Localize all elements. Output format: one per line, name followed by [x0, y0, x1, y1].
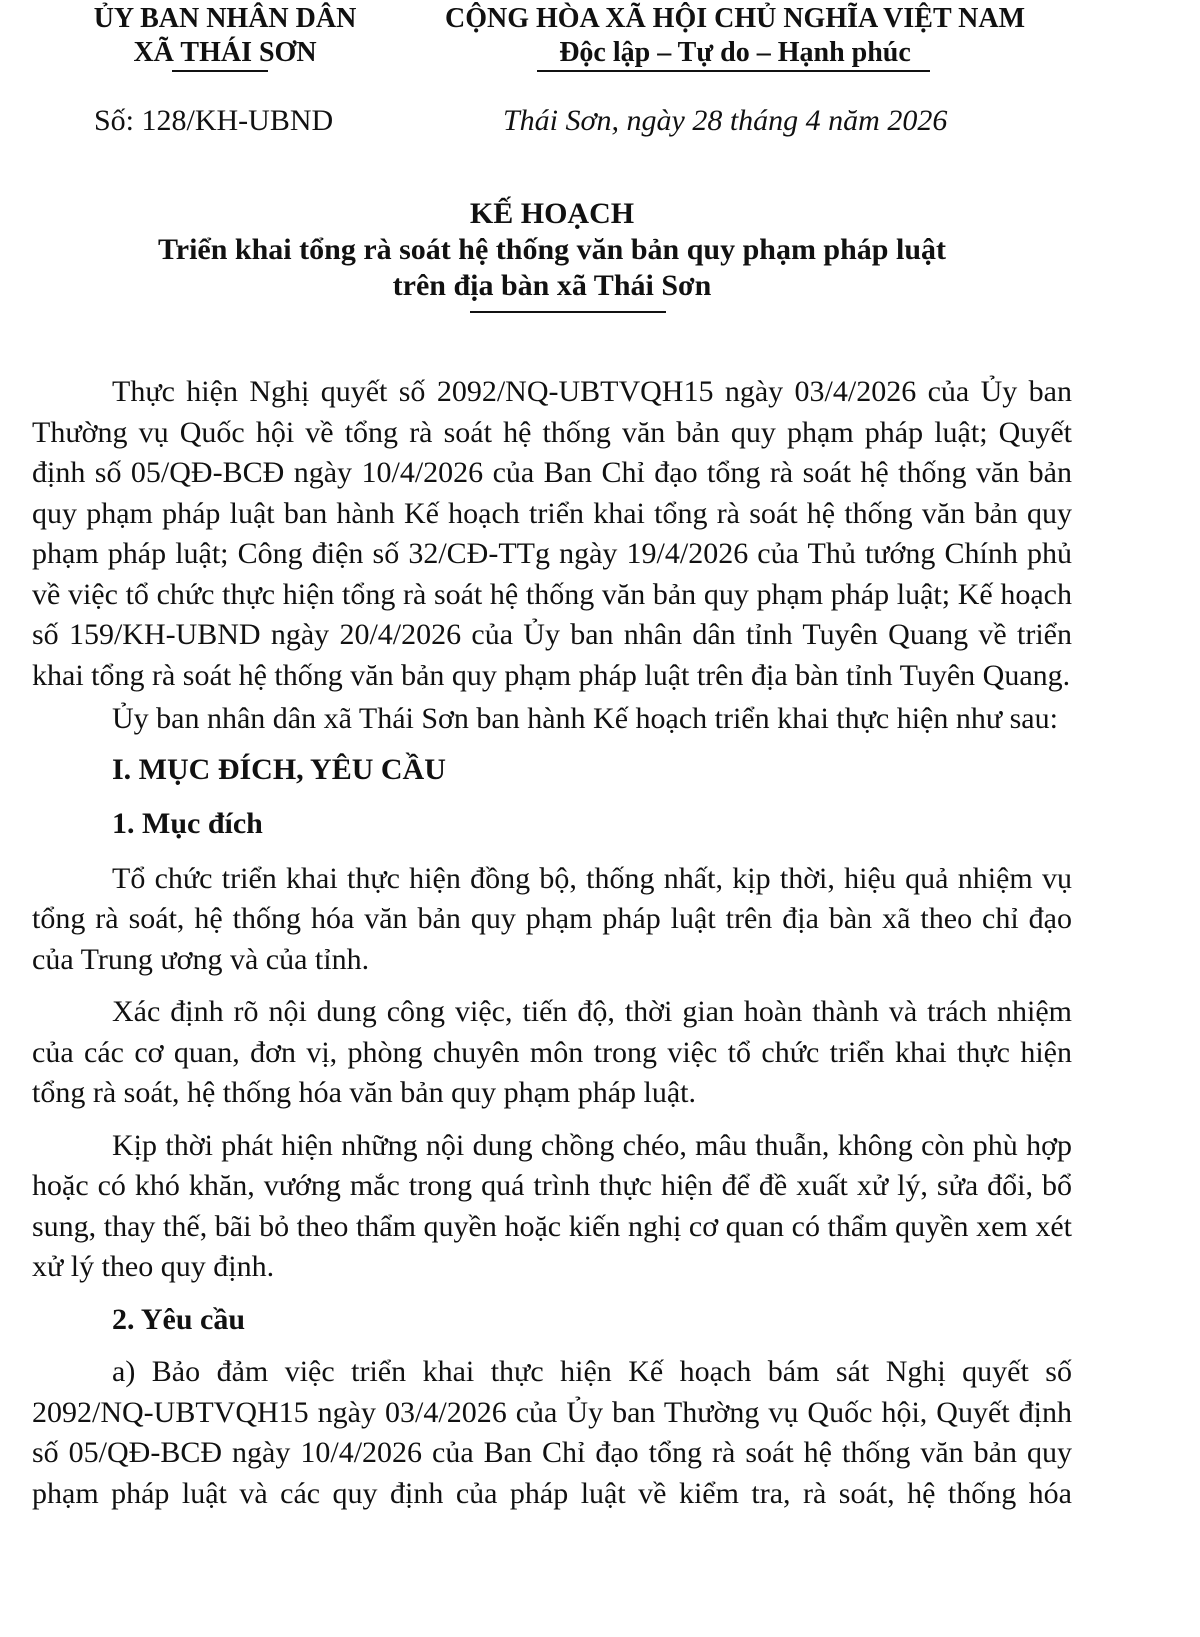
nation-line2: Độc lập – Tự do – Hạnh phúc: [559, 37, 911, 68]
agency-underline: [172, 70, 268, 72]
document-kind: KẾ HOẠCH: [469, 197, 635, 230]
title-line1: Triển khai tổng rà soát hệ thống văn bản quy phạm pháp luật: [158, 233, 946, 266]
national-motto: [400, 2, 1070, 70]
title-line2: trên địa bàn xã Thái Sơn: [392, 269, 712, 302]
intro-paragraph: Thực hiện Nghị quyết số 2092/NQ-UBTVQH15 ngày 03/4/2026 của Ủy ban Thường vụ Quốc hội về tổng rà soát hệ thống văn bản quy phạm pháp luật; Quyết định số 05/QĐ-BCĐ ngày 10/4/2026 của Ban Chỉ đạo tổng rà soát hệ thống văn bản quy phạm pháp luật ban hành Kế hoạch triển khai tổng rà soát hệ thống văn bản quy phạm pháp luật; Công điện số 32/CĐ-TTg ngày 19/4/2026 của Thủ tướng Chính phủ về việc tổ chức thực hiện tổng rà soát hệ thống văn bản quy phạm pháp luật; Kế hoạch số 159/KH-UBND ngày 20/4/2026 của Ủy ban nhân dân tỉnh Tuyên Quang về triển khai tổng rà soát hệ thống văn bản quy phạm pháp luật trên địa bàn tỉnh Tuyên Quang.: [32, 375, 1072, 692]
agency-name: [60, 2, 390, 70]
requirement-a-paragraph: a) Bảo đảm việc triển khai thực hiện Kế hoạch bám sát Nghị quyết số 2092/NQ-UBTVQH15 ngày 03/4/2026 của Ủy ban Thường vụ Quốc hội, Quyết định số 05/QĐ-BCĐ ngày 10/4/2026 của Ban Chỉ đạo tổng rà soát hệ thống văn bản quy phạm pháp luật và các quy định của pháp luật về kiểm tra, rà soát, hệ thống hóa: [32, 1355, 1072, 1510]
document-body: [32, 372, 1072, 1514]
purpose-paragraph-2: Xác định rõ nội dung công việc, tiến độ, thời gian hoàn thành và trách nhiệm của các cơ quan, đơn vị, phòng chuyên môn trong việc tổ chức triển khai thực hiện tổng rà soát, hệ thống hóa văn bản quy phạm pháp luật.: [32, 995, 1072, 1109]
section-heading-purpose-requirements: I. MỤC ĐÍCH, YÊU CẦU: [112, 752, 446, 786]
purpose-paragraph-3: Kịp thời phát hiện những nội dung chồng chéo, mâu thuẫn, không còn phù hợp hoặc có khó khăn, vướng mắc trong quá trình thực hiện để đề xuất xử lý, sửa đổi, bổ sung, thay thế, bãi bỏ theo thẩm quyền hoặc kiến nghị cơ quan có thẩm quyền xem xét xử lý theo quy định.: [32, 1128, 1072, 1283]
subheading-requirements: 2. Yêu cầu: [112, 1302, 246, 1336]
agency-line2: XÃ THÁI SƠN: [133, 37, 317, 68]
nation-line1: CỘNG HÒA XÃ HỘI CHỦ NGHĨA VIỆT NAM: [444, 3, 1026, 34]
subheading-purpose: 1. Mục đích: [112, 807, 263, 840]
document-title: [0, 196, 1104, 304]
place-date: Thái Sơn, ngày 28 tháng 4 năm 2026: [503, 104, 948, 137]
agency-line1: ỦY BAN NHÂN DÂN: [93, 3, 357, 34]
purpose-paragraph-1: Tổ chức triển khai thực hiện đồng bộ, thống nhất, kịp thời, hiệu quả nhiệm vụ tổng rà soát, hệ thống hóa văn bản quy phạm pháp luật trên địa bàn xã theo chỉ đạo của Trung ương và của tỉnh.: [32, 861, 1072, 976]
motto-underline: [537, 70, 930, 72]
issuance-paragraph: Ủy ban nhân dân xã Thái Sơn ban hành Kế hoạch triển khai thực hiện như sau:: [112, 702, 1058, 735]
title-underline: [470, 311, 666, 313]
document-number: Số: 128/KH-UBND: [94, 104, 334, 137]
